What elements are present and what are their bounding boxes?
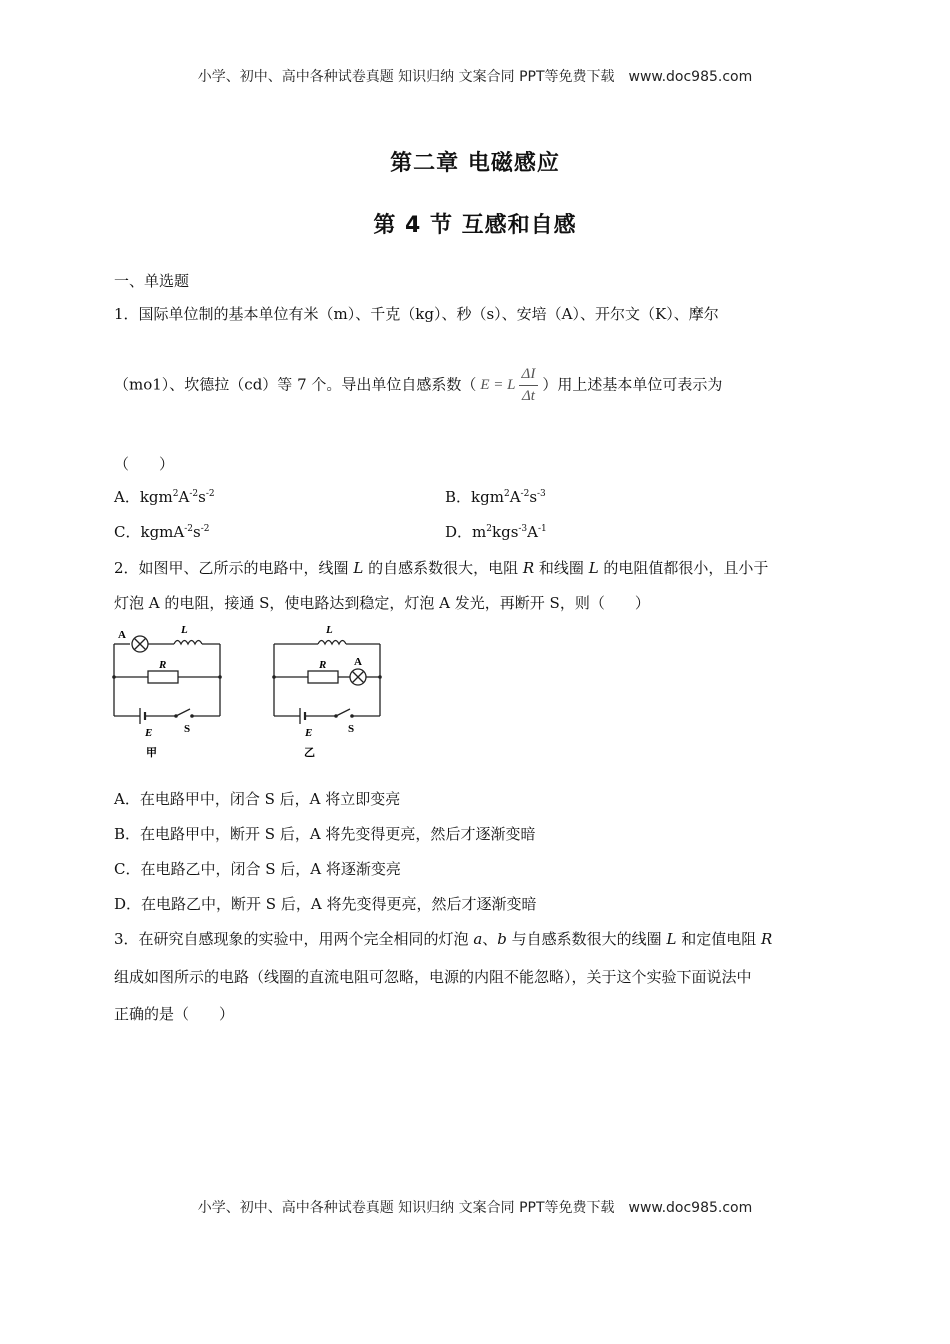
q3-line1: 3．在研究自感现象的实验中，用两个完全相同的灯泡 a、b 与自感系数很大的线圈 L 和定值电阻 R <box>114 930 773 948</box>
page-header <box>0 66 950 86</box>
q3-line3: 正确的是（ ） <box>114 1005 235 1023</box>
label-lamp: A <box>118 629 126 641</box>
q1-line2-before: （mo1）、坎德拉（cd）等 7 个。导出单位自感系数（ <box>114 375 477 394</box>
q1-formula <box>480 366 538 405</box>
label-coil: L <box>326 624 333 636</box>
label-resistor: R <box>159 659 167 671</box>
label-battery: E <box>305 727 313 739</box>
label-switch: S <box>348 723 355 735</box>
caption-yi: 乙 <box>304 747 315 759</box>
header-url[interactable]: www.doc985.com <box>628 69 753 85</box>
q1-option-c[interactable]: C．$kgmA^{-2}s^{-2}$ <box>114 523 210 541</box>
resistor-icon <box>148 671 178 683</box>
q3-line2: 组成如图所示的电路（线圈的直流电阻可忽略，电源的内阻不能忽略），关于这个实验下面说法中 <box>114 968 752 986</box>
caption-jia: 甲 <box>146 747 157 759</box>
formula-lhs: E = L <box>480 376 516 393</box>
header-text: 小学、初中、高中各种试卷真题 知识归纳 文案合同 PPT等免费下载 <box>197 69 615 85</box>
label-battery: E <box>145 727 153 739</box>
circuit-diagram-yi <box>268 622 392 762</box>
formula-numerator: ΔI <box>519 366 539 386</box>
q1-option-a[interactable]: A．$kgm^2A^{-2}s^{-2}$ <box>114 488 215 506</box>
q2-line2: 灯泡 A 的电阻，接通 S，使电路达到稳定，灯泡 A 发光，再断开 S，则（ ） <box>114 594 650 612</box>
switch-icon <box>336 709 350 716</box>
inductor-coil-icon <box>318 641 346 645</box>
label-switch: S <box>184 723 191 735</box>
resistor-icon <box>308 671 338 683</box>
q2-line1: 2．如图甲、乙所示的电路中，线圈 L 的自感系数很大，电阻 R 和线圈 L 的电阻值都很小，且小于 <box>114 559 769 577</box>
inductor-coil-icon <box>174 641 202 645</box>
q2-option-a[interactable]: A．在电路甲中，闭合 S 后，A 将立即变亮 <box>114 790 401 808</box>
chapter-title: 第二章 电磁感应 <box>390 151 560 176</box>
q2-option-b[interactable]: B．在电路甲中，断开 S 后，A 将先变得更亮，然后才逐渐变暗 <box>114 825 536 843</box>
formula-denominator: Δt <box>521 388 535 404</box>
q1-option-b[interactable]: B．$kgm^2A^{-2}s^{-3}$ <box>445 488 546 506</box>
q2-option-c[interactable]: C．在电路乙中，闭合 S 后，A 将逐渐变亮 <box>114 860 401 878</box>
circuit-diagram-jia <box>108 622 232 762</box>
q1-line1: 1．国际单位制的基本单位有米（m）、千克（kg）、秒（s）、安培（A）、开尔文（K）、摩尔 <box>114 305 719 323</box>
section-label: 一、单选题 <box>114 272 190 290</box>
switch-icon <box>176 709 190 716</box>
q1-line2-after: ）用上述基本单位可表示为 <box>542 375 723 394</box>
label-lamp: A <box>354 656 362 668</box>
footer-url[interactable]: www.doc985.com <box>628 1200 753 1216</box>
label-coil: L <box>181 624 188 636</box>
q1-option-d[interactable]: D．$m^2kgs^{-3}A^{-1}$ <box>445 523 547 541</box>
section-title: 第 4 节 互感和自感 <box>373 213 577 238</box>
q1-line3: （ ） <box>114 455 175 473</box>
label-resistor: R <box>319 659 327 671</box>
footer-text: 小学、初中、高中各种试卷真题 知识归纳 文案合同 PPT等免费下载 <box>197 1200 615 1216</box>
page-footer <box>0 1197 950 1217</box>
q1-line2 <box>114 366 722 405</box>
q2-option-d[interactable]: D．在电路乙中，断开 S 后，A 将先变得更亮，然后才逐渐变暗 <box>114 895 537 913</box>
